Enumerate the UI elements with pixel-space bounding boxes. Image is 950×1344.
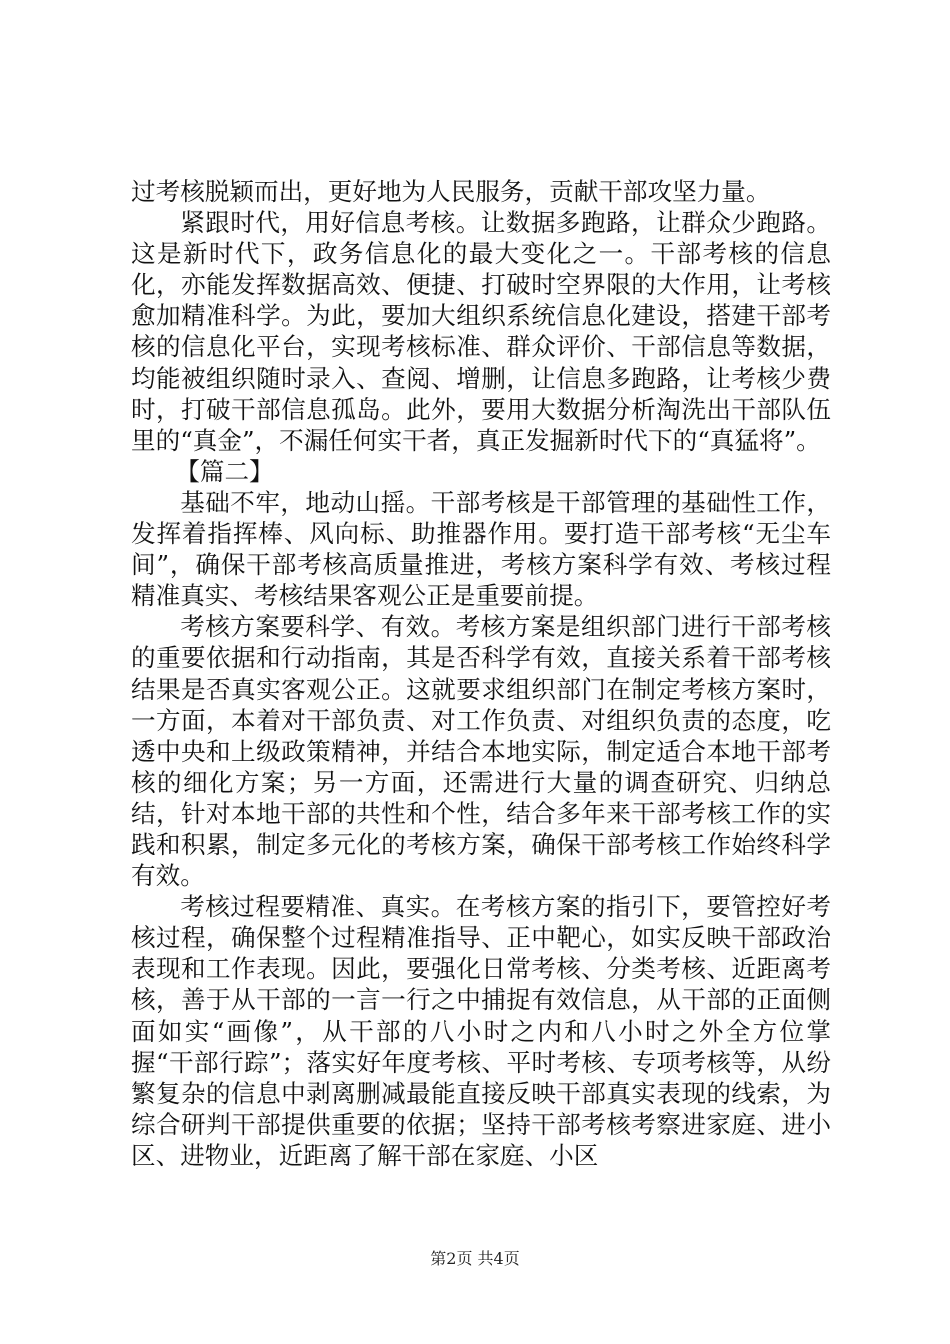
paragraph-assessment-plan: 考核方案要科学、有效。考核方案是组织部门进行干部考核的重要依据和行动指南，其是否科学有效，直接关系着干部考核结果是否真实客观公正。这就要求组织部门在制定考核方案时，一方面，本着对干部负责、对工作负责、对组织负责的态度，吃透中央和上级政策精神，并结合本地实际，制定适合本地干部考核的细化方案；另一方面，还需进行大量的调查研究、归纳总结，针对本地干部的共性和个性，结合多年来干部考核工作的实践和积累，制定多元化的考核方案，确保干部考核工作始终科学有效。 <box>131 612 831 891</box>
document-body <box>131 176 831 1171</box>
paragraph-foundation: 基础不牢，地动山摇。干部考核是干部管理的基础性工作，发挥着指挥棒、风向标、助推器作用。要打造干部考核“无尘车间”，确保干部考核高质量推进，考核方案科学有效、考核过程精准真实、考核结果客观公正是重要前提。 <box>131 487 831 611</box>
paragraph-continuation: 过考核脱颖而出，更好地为人民服务，贡献干部攻坚力量。 <box>131 177 771 206</box>
section-heading-part-two: 【篇二】 <box>175 456 274 486</box>
page-number-footer: 第2页 共4页 <box>430 1249 520 1268</box>
paragraph-information-assessment: 紧跟时代，用好信息考核。让数据多跑路，让群众少跑路。这是新时代下，政务信息化的最大变化之一。干部考核的信息化，亦能发挥数据高效、便捷、打破时空界限的大作用，让考核愈加精准科学。为此，要加大组织系统信息化建设，搭建干部考核的信息化平台，实现考核标准、群众评价、干部信息等数据，均能被组织随时录入、查阅、增删，让信息多跑路，让考核少费时，打破干部信息孤岛。此外，要用大数据分析淘洗出干部队伍里的“真金”，不漏任何实干者，真正发掘新时代下的“真猛将”。 <box>131 208 831 455</box>
paragraph-assessment-process: 考核过程要精准、真实。在考核方案的指引下，要管控好考核过程，确保整个过程精准指导、正中靶心，如实反映干部政治表现和工作表现。因此，要强化日常考核、分类考核、近距离考核，善于从干部的一言一行之中捕捉有效信息，从干部的正面侧面如实“画像”，从干部的八小时之内和八小时之外全方位掌握“干部行踪”；落实好年度考核、平时考核、专项考核等，从纷繁复杂的信息中剥离删减最能直接反映干部真实表现的线索，为综合研判干部提供重要的依据；坚持干部考核考察进家庭、进小区、进物业，近距离了解干部在家庭、小区 <box>131 892 831 1170</box>
